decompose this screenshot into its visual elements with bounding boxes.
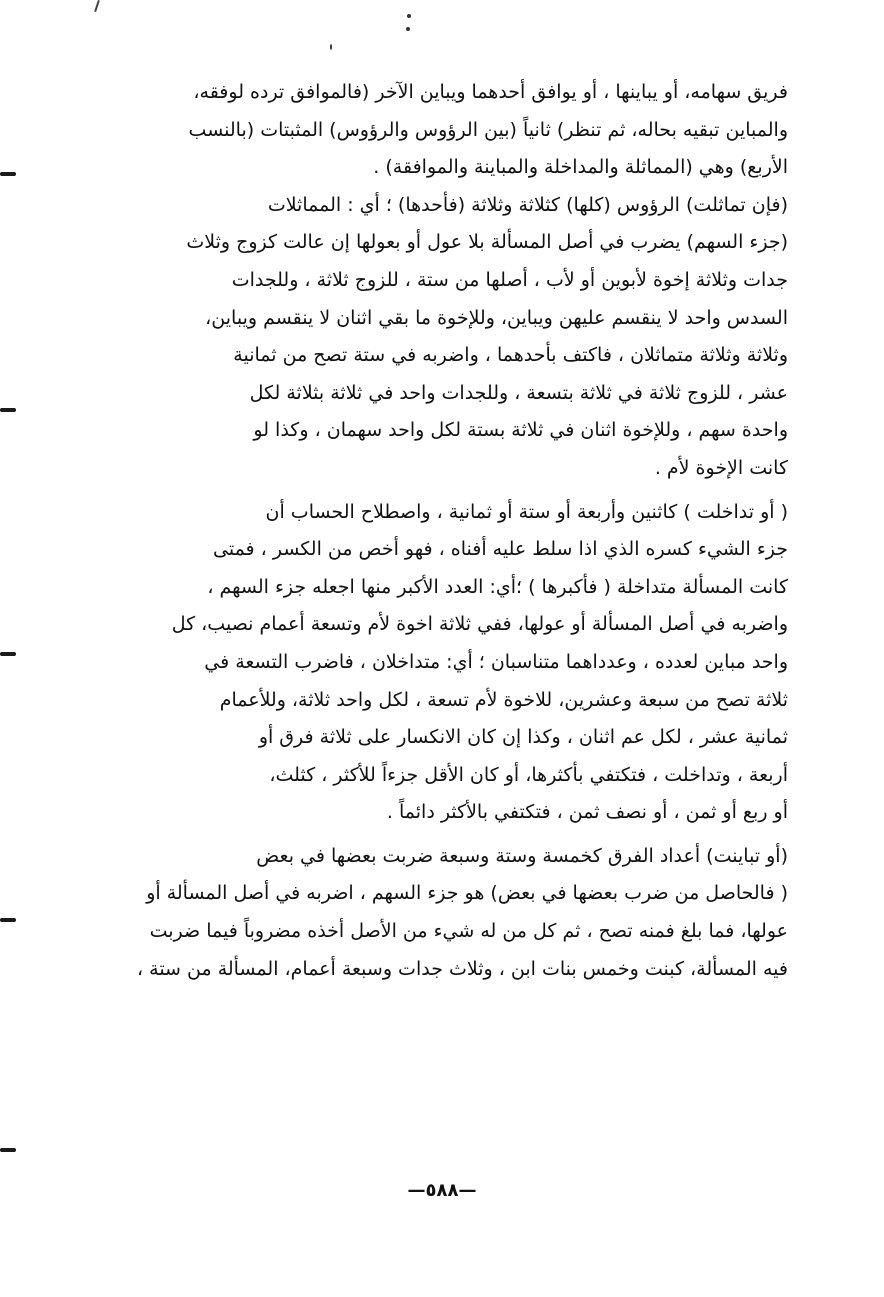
text-line: (أو تباينت) أعداد الفرق كخمسة وستة وسبعة ضربت بعضها في بعض [256,844,788,867]
page-number: —٥٨٨— [407,1180,477,1201]
scan-speck [407,14,411,18]
text-line: ثمانية عشر ، لكل عم اثنان ، وكذا إن كان الانكسار على ثلاثة فرق أو [258,726,788,749]
margin-binding-mark [0,1148,16,1152]
scan-artifact-stroke [94,0,100,12]
text-line: ثلاثة تصح من سبعة وعشرين، للاخوة لأم تسعة ، لكل واحد ثلاثة، وللأعمام [219,688,788,711]
text-line: الأربع) وهي (المماثلة والمداخلة والمباينة والموافقة) . [373,156,788,179]
text-line: فيه المسألة، كبنت وخمس بنات ابن ، وثلاث جدات وسبعة أعمام، المسألة من ستة ، [136,957,788,980]
text-line: جدات وثلاثة إخوة لأبوين أو لأب ، أصلها من ستة ، للزوج ثلاثة ، وللجدات [231,268,788,291]
text-line: عشر ، للزوج ثلاثة في ثلاثة بتسعة ، وللجدات واحد في ثلاثة بثلاثة لكل [249,381,788,404]
text-line: كانت المسألة متداخلة ( فأكبرها ) ؛أي: العدد الأكبر منها اجعله جزء السهم ، [207,575,788,598]
margin-binding-mark [0,172,16,176]
text-line: كانت الإخوة لأم . [654,456,788,479]
text-line: والمباين تبقيه بحاله، ثم تنظر) ثانياً (بين الرؤوس والرؤوس) المثبتات (بالنسب [188,118,788,141]
text-line: وثلاثة وثلاثة متماثلان ، فاكتف بأحدهما ، واضربه في ستة تصح من ثمانية [233,344,788,367]
margin-binding-mark [0,918,16,922]
text-line: (جزء السهم) يضرب في أصل المسألة بلا عول أو بعولها إن عالت كزوج وثلاث [186,231,788,254]
text-line: واحدة سهم ، وللإخوة اثنان في ثلاثة بستة لكل واحد سهمان ، وكذا لو [253,419,788,442]
text-line: أربعة ، وتداخلت ، فتكتفي بأكثرها، أو كان الأقل جزءاً للأكثر ، كثلث، [269,763,788,786]
margin-binding-mark [0,652,16,656]
text-line: واضربه في أصل المسألة أو عولها، ففي ثلاثة اخوة لأم وتسعة أعمام نصيب، كل [171,613,788,636]
scan-speck [406,27,410,31]
text-line: واحد مباين لعدده ، وعدداهما متناسبان ؛ أي: متداخلان ، فاضرب التسعة في [204,650,788,673]
scan-speck [330,44,332,50]
text-line: جزء الشيء كسره الذي اذا سلط عليه أفناه ، فهو أخص من الكسر ، فمتى [213,538,788,561]
margin-binding-mark [0,408,16,412]
text-line: السدس واحد لا ينقسم عليهن ويباين، وللإخوة ما بقي اثنان لا ينقسم ويباين، [205,306,788,329]
text-line: عولها، فما بلغ فمنه تصح ، ثم كل من له شيء من الأصل أخذه مضروباً فيما ضربت [149,920,788,943]
text-line: فريق سهامه، أو يباينها ، أو يوافق أحدهما ويباين الآخر (فالموافق ترده لوفقه، [193,81,788,103]
text-line: ( أو تداخلت ) كاثنين وأربعة أو ستة أو ثمانية ، واصطلاح الحساب أن [265,500,788,523]
text-line: أو ربع أو ثمن ، أو نصف ثمن ، فتكتفي بالأكثر دائماً . [386,801,788,824]
text-line: ( فالحاصل من ضرب بعضها في بعض) هو جزء السهم ، اضربه في أصل المسألة أو [146,882,788,905]
body-text [98,74,788,988]
text-line: (فإن تماثلت) الرؤوس (كلها) كثلاثة وثلاثة (فأحدها) ؛ أي : المماثلات [267,193,788,216]
